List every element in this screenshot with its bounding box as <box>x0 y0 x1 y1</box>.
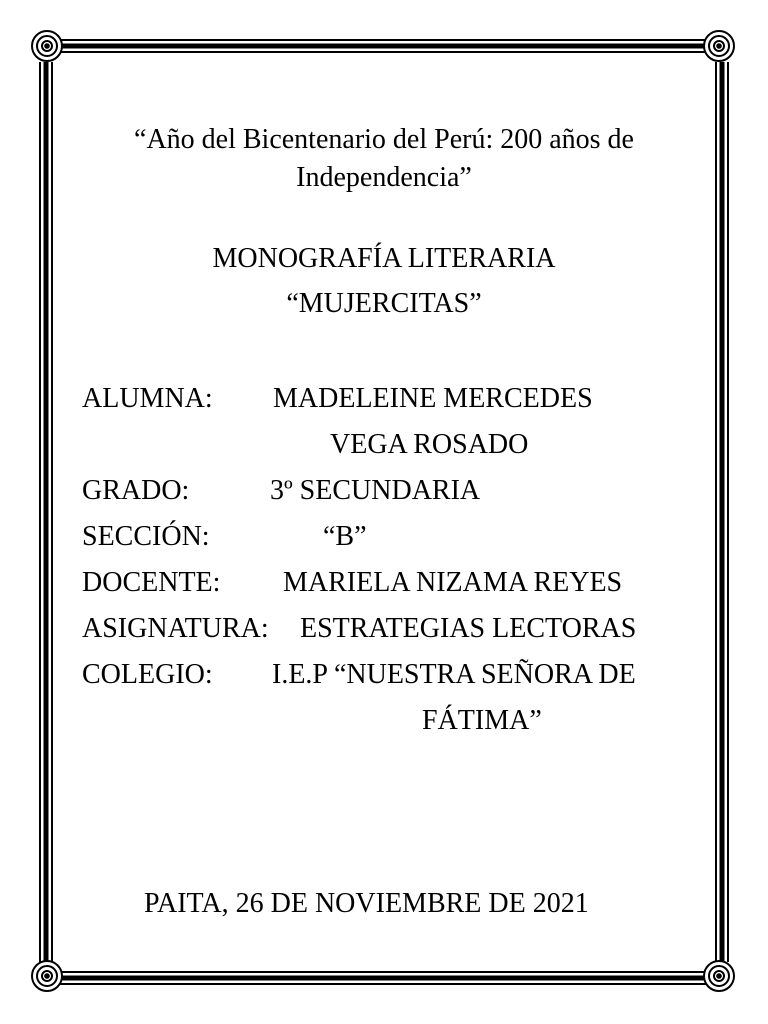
docente-value: MARIELA NIZAMA REYES <box>283 567 623 598</box>
work-title: “MUJERCITAS” <box>286 288 482 319</box>
alumna-label: ALUMNA: <box>82 383 213 414</box>
motto-line-1: “Año del Bicentenario del Perú: 200 años de <box>134 124 634 155</box>
colegio-value-line-2: FÁTIMA” <box>422 705 542 736</box>
seccion-label: SECCIÓN: <box>82 521 210 552</box>
grado-label: GRADO: <box>82 475 190 506</box>
asignatura-value: ESTRATEGIAS LECTORAS <box>300 613 637 644</box>
corner-ornament-icon <box>704 961 734 991</box>
docente-label: DOCENTE: <box>82 567 221 598</box>
place-and-date: PAITA, 26 DE NOVIEMBRE DE 2021 <box>144 888 589 919</box>
alumna-value-line-2: VEGA ROSADO <box>330 429 529 460</box>
alumna-value-line-1: MADELEINE MERCEDES <box>273 383 593 414</box>
corner-ornament-icon <box>32 31 62 61</box>
corner-ornament-icon <box>704 31 734 61</box>
colegio-value-line-1: I.E.P “NUESTRA SEÑORA DE <box>272 659 636 690</box>
seccion-value: “B” <box>323 521 367 552</box>
colegio-label: COLEGIO: <box>82 659 213 690</box>
document-type: MONOGRAFÍA LITERARIA <box>212 243 556 274</box>
asignatura-label: ASIGNATURA: <box>82 613 269 644</box>
motto-line-2: Independencia” <box>296 162 472 193</box>
corner-ornament-icon <box>32 961 62 991</box>
grado-value: 3º SECUNDARIA <box>270 475 481 506</box>
